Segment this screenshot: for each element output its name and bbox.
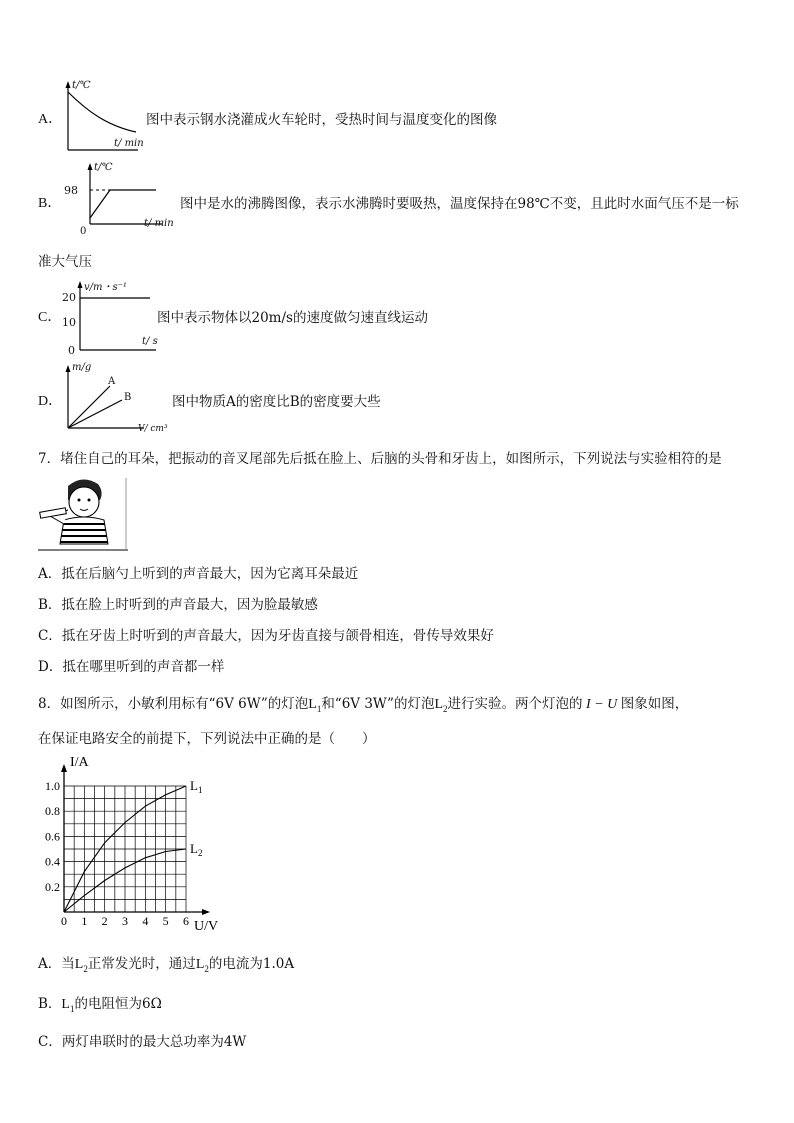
x-tick-label: 0 <box>61 914 67 928</box>
option-c-label: C． <box>38 310 62 325</box>
graph-a-ylabel: t/℃ <box>72 80 91 91</box>
iu-chart <box>30 752 230 936</box>
option-a-label: A． <box>38 112 63 127</box>
graph-c-origin: 0 <box>68 344 75 357</box>
q8-stem-line2: 在保证电路安全的前提下，下列说法中正确的是（ ） <box>38 731 376 747</box>
graph-b-tick-98: 98 <box>64 184 78 197</box>
x-tick-label: 3 <box>122 914 128 928</box>
q8-stem-1b: 和“6V 3W”的灯泡 <box>321 696 435 712</box>
graph-d-xlabel: V/ cm³ <box>138 424 168 434</box>
boy-tuning-fork-image <box>38 474 130 552</box>
graph-c-ylabel: v/m・s⁻¹ <box>84 282 127 293</box>
x-tick-label: 6 <box>183 914 189 928</box>
y-tick-label: 0.8 <box>45 804 60 819</box>
q8-stem-1c: 进行实验。两个灯泡的 <box>447 696 583 712</box>
q8-option-b <box>38 992 162 1014</box>
graph-c-tick-10: 10 <box>62 316 76 329</box>
q8-option-b-2: 的电阻恒为6Ω <box>74 996 162 1012</box>
x-axis-arrow <box>202 909 210 915</box>
graph-d-ylabel: m/g <box>72 362 92 373</box>
series-label-l1: $L_1$ <box>190 778 203 795</box>
option-b-text-cont: 准大气压 <box>38 254 92 270</box>
option-b-label: B． <box>38 196 62 211</box>
q8-option-a-2: 正常发光时，通过 <box>87 956 196 972</box>
y-tick-label: 0.2 <box>45 879 60 894</box>
graph-d-line-b: B <box>124 392 132 403</box>
q7-option-d: D．抵在哪里听到的声音都一样 <box>38 659 225 675</box>
option-c-text: 图中表示物体以20m/s的速度做匀速直线运动 <box>157 310 428 326</box>
option-d-text: 图中物质A的密度比B的密度要大些 <box>172 394 381 410</box>
option-a-text: 图中表示钢水浇灌成火车轮时，受热时间与温度变化的图像 <box>146 112 497 128</box>
q7-option-b: B．抵在脸上时听到的声音最大，因为脸最敏感 <box>38 597 318 613</box>
x-tick-label: 1 <box>81 914 88 928</box>
q8-option-c: C．两灯串联时的最大总功率为4W <box>38 1034 247 1050</box>
q8-option-b-1: B． <box>38 996 62 1012</box>
x-tick-label: 5 <box>162 914 169 928</box>
q7-stem: 7．堵住自己的耳朵，把振动的音叉尾部先后抵在脸上、后脑的头骨和牙齿上，如图所示，下列说法与实验相符的是 <box>38 451 722 467</box>
y-tick-label: 1.0 <box>45 779 60 793</box>
q8-stem-1a: 8．如图所示，小敏利用标有“6V 6W”的灯泡 <box>38 696 309 712</box>
x-tick-label: 4 <box>142 914 149 928</box>
x-tick-label: 2 <box>101 914 108 928</box>
graph-b-xlabel: t/ min <box>144 218 174 229</box>
q8-l1-symbol: $L_1$ <box>308 697 322 714</box>
q8-option-a-l2: $L_2$ <box>74 957 88 974</box>
y-tick-label: 0.6 <box>45 829 60 844</box>
graph-d-line-a: A <box>108 376 116 387</box>
q8-option-a <box>38 952 294 974</box>
graph-a-xlabel: t/ min <box>114 138 144 149</box>
y-axis-label: I/A <box>70 755 89 770</box>
y-tick-label: 0.4 <box>45 854 60 869</box>
q8-option-a-3: 的电流为1.0A <box>208 956 295 972</box>
q7-option-c: C．抵在牙齿上时听到的声音最大，因为牙齿直接与颌骨相连，骨传导效果好 <box>38 628 494 644</box>
q8-option-a-1: A．当 <box>38 956 75 972</box>
option-d-label: D． <box>38 394 63 409</box>
q8-stem-line1 <box>38 692 688 714</box>
q8-l2-symbol: $L_2$ <box>434 697 448 714</box>
q8-option-b-l1: $L_1$ <box>61 997 75 1014</box>
q7-option-a: A．抵在后脑勺上听到的声音最大，因为它离耳朵最近 <box>38 566 359 582</box>
graph-b-origin: 0 <box>80 226 87 237</box>
graph-c-xlabel: t/ s <box>142 336 158 347</box>
q8-stem-1d: 图象如图， <box>620 696 689 712</box>
option-b-text: 图中是水的沸腾图像，表示水沸腾时要吸热，温度保持在98℃不变，且此时水面气压不是一标 <box>180 196 739 212</box>
graph-b-ylabel: t/℃ <box>94 162 113 173</box>
q8-option-a-l2b: $L_2$ <box>195 957 209 974</box>
x-axis-label: U/V <box>194 919 219 934</box>
q8-iu-symbol: I − U <box>582 697 621 712</box>
graph-c-tick-20: 20 <box>62 291 76 304</box>
series-label-l2: $L_2$ <box>190 841 203 858</box>
y-axis-arrow <box>61 764 67 772</box>
